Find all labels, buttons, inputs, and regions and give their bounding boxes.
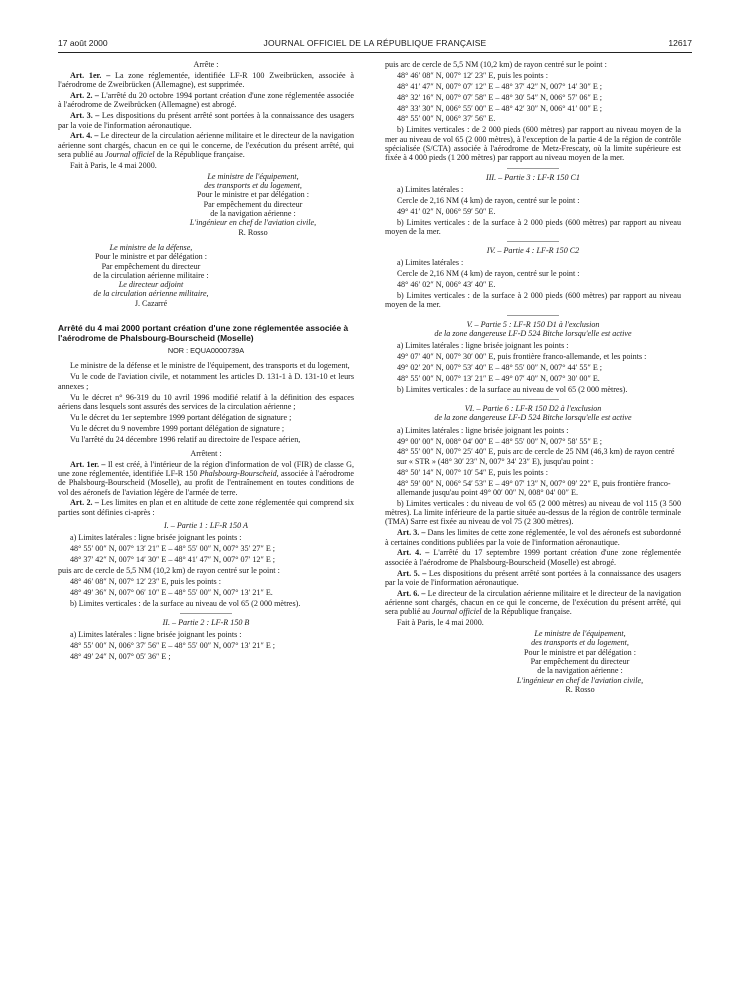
coordinates: 48° 33′ 30″ N, 006° 55′ 00″ E – 48° 42′ 30″ N, 006° 41′ 00″ E ; <box>397 103 603 113</box>
visa: Vu l'arrêté du 24 décembre 1996 relatif au directoire de l'espace aérien, <box>70 434 301 444</box>
divider <box>180 613 232 614</box>
signatory-name: J. Cazarré <box>134 298 168 308</box>
vertical-limits: b) Limites verticales : de 2 000 pieds (600 mètres) par rapport au niveau moyen de la mer au niveau de vol 65 (2 000 mètres), à l'exception de la partie 4 de la région de contrôle spécialisée (S/CTA) associée à l'aérodrome de Metz-Frescaty, où la limite supérieure est fixée à 4 000 pieds (1 200 mètres) par rapport au niveau moyen de la mer. <box>385 125 681 163</box>
header-page-number: 12617 <box>668 38 692 48</box>
arrete-heading: Arrête : <box>193 60 219 69</box>
coordinates: 49° 02′ 20″ N, 007° 53′ 40″ E – 48° 55′ 00″ N, 007° 44′ 55″ E ; <box>397 363 603 373</box>
circle-text: Cercle de 2,16 NM (4 km) de rayon, centré sur le point : <box>397 269 580 279</box>
signature-block-equipement: Le ministre de l'équipement, des transports et du logement, Pour le ministre et par délégation : Par empêchement du directeur de la navigation aérienne : L'ingénieur en chef de l'aviation civile, R. Rosso <box>495 629 665 694</box>
arc-text: puis arc de cercle de 5,5 NM (10,2 km) de rayon centré sur le point : <box>58 566 280 576</box>
coordinates: 48° 55′ 00″ N, 007° 25′ 40″ E, puis arc de cercle de 25 NM (46,3 km) de rayon centré sur « STR » (48° 30′ 23″ N, 007° 34′ 23″ E), jusqu'au point : <box>397 447 675 466</box>
right-column <box>385 60 681 694</box>
article-2: Art. 2. – L'arrêté du 20 octobre 1994 portant création d'une zone réglementée associée à l'aérodrome de Zweibrücken (Allemagne) est abrogé. <box>58 91 354 110</box>
coordinates: 49° 07′ 40″ N, 007° 30′ 00″ E, puis frontière franco-allemande, et les points : <box>397 352 647 362</box>
article-1: Art. 1er. – La zone réglementée, identifiée LF-R 100 Zweibrücken, associée à l'aérodrome de Zweibrücken (Allemagne), est supprimée. <box>58 70 354 90</box>
coordinates: 48° 55′ 00″ N, 007° 13′ 21″ E – 48° 55′ 00″ N, 007° 35′ 27″ E ; <box>70 544 276 554</box>
part-2-title: II. – Partie 2 : LF-R 150 B <box>162 618 250 628</box>
coordinates: 49° 00′ 00″ N, 008° 04′ 00″ E – 48° 55′ 00″ N, 007° 58′ 55″ E ; <box>397 436 603 446</box>
coordinates: 48° 32′ 16″ N, 007° 07′ 58″ E – 48° 30′ 54″ N, 006° 57′ 06″ E ; <box>397 92 603 102</box>
vertical-limits: b) Limites verticales : de la surface à 2 000 pieds (600 mètres) par rapport au niveau moyen de la mer. <box>385 217 681 236</box>
coordinates: 48° 55′ 00″ N, 006° 37′ 56″ E – 48° 55′ 00″ N, 007° 13′ 21″ E ; <box>70 641 276 651</box>
divider <box>507 315 559 316</box>
vertical-limits: b) Limites verticales : de la surface à 2 000 pieds (600 mètres) par rapport au niveau moyen de la mer. <box>385 291 681 310</box>
nor-reference: NOR : EQUA0000739A <box>167 346 245 356</box>
coordinates: 48° 59′ 00″ N, 006° 54′ 53″ E – 49° 07′ 13″ N, 007° 09′ 22″ E, puis frontière franco-allemande jusqu'au point 49° 00′ 00″ N, 008° 04′ 00″ E. <box>397 478 671 497</box>
signatory-name: R. Rosso <box>565 684 595 694</box>
article-3: Art. 3. – Les dispositions du présent arrêté sont portées à la connaissance des usagers par la voie de l'information aéronautique. <box>58 111 354 130</box>
fait-a-paris: Fait à Paris, le 4 mai 2000. <box>397 618 484 628</box>
signature-block-equipement: Le ministre de l'équipement, des transports et du logement, Pour le ministre et par délégation : Par empêchement du directeur de la navigation aérienne : L'ingénieur en chef de l'aviation civile, R. Rosso <box>168 172 338 237</box>
left-column <box>58 60 354 663</box>
fait-a-paris: Fait à Paris, le 4 mai 2000. <box>70 160 157 170</box>
article-4: Art. 4. – Le directeur de la circulation aérienne militaire et le directeur de la navigation aérienne sont chargés, chacun en ce qui le concerne, de l'exécution du présent arrêté, qui sera publié au Journal officiel de la République française. <box>58 131 354 160</box>
part-5-subtitle: de la zone dangereuse LF-D 524 Bitche lorsqu'elle est active <box>434 328 632 338</box>
lateral-limits: a) Limites latérales : ligne brisée joignant les points : <box>70 533 242 543</box>
divider <box>507 168 559 169</box>
article-2: Art. 2. – Les limites en plan et en altitude de cette zone réglementée qui comprend six parties sont définies ci-après : <box>58 498 354 517</box>
coordinates: 48° 55′ 00″ N, 006° 37′ 56″ E. <box>397 114 496 124</box>
part-3-title: III. – Partie 3 : LF-R 150 C1 <box>486 172 580 182</box>
coordinates: 48° 46′ 08″ N, 007° 12′ 23″ E, puis les points : <box>70 576 221 586</box>
vertical-limits: b) Limites verticales : de la surface au niveau de vol 65 (2 000 mètres). <box>70 598 301 608</box>
part-4-title: IV. – Partie 4 : LF-R 150 C2 <box>486 246 580 256</box>
coordinates: 48° 41′ 47″ N, 007° 07′ 12″ E – 48° 37′ 42″ N, 007° 14′ 30″ E ; <box>397 81 603 91</box>
decree-title: Arrêté du 4 mai 2000 portant création d'une zone réglementée associée à l'aérodrome de Phalsbourg-Bourscheid (Moselle) <box>58 322 349 343</box>
article-6: Art. 6. – Le directeur de la circulation aérienne militaire et le directeur de la navigation aérienne sont chargés, chacun en ce qui le concerne, de l'exécution du présent arrêté, qui sera publié au Journal officiel de la République française. <box>385 588 681 617</box>
coordinates: 49° 41′ 02″ N, 006° 59′ 50″ E. <box>397 206 496 216</box>
visa: Vu le décret du 9 novembre 1999 portant délégation de signature ; <box>70 423 285 433</box>
part-6-subtitle: de la zone dangereuse LF-D 524 Bitche lorsqu'elle est active <box>434 413 632 423</box>
article-3: Art. 3. – Dans les limites de cette zone réglementée, le vol des aéronefs est subordonné à certaines conditions publiées par la voie de l'information aéronautique. <box>385 528 681 547</box>
lateral-limits: a) Limites latérales : <box>397 184 464 194</box>
article-4: Art. 4. – L'arrêté du 17 septembre 1999 portant création d'une zone réglementée associée à l'aérodrome de Phalsbourg-Bourscheid (Moselle) est abrogé. <box>385 548 681 567</box>
lateral-limits: a) Limites latérales : ligne brisée joignant les points : <box>397 341 569 351</box>
coordinates: 48° 50′ 14″ N, 007° 10′ 54″ E, puis les points : <box>397 467 548 477</box>
preamble: Le ministre de la défense et le ministre de l'équipement, des transports et du logement, <box>70 361 350 371</box>
coordinates: 48° 46′ 08″ N, 007° 12′ 23″ E, puis les points : <box>397 70 548 80</box>
header-journal-title: JOURNAL OFFICIEL DE LA RÉPUBLIQUE FRANÇAISE <box>263 38 487 48</box>
part-6-title: VI. – Partie 6 : LF-R 150 D2 à l'exclusion <box>464 404 602 414</box>
coordinates: 48° 55′ 00″ N, 007° 13′ 21″ E – 49° 07′ 40″ N, 007° 30′ 00″ E. <box>397 373 600 383</box>
signature-block-defense: Le ministre de la défense, Pour le ministre et par délégation : Par empêchement du directeur de la circulation aérienne militaire : Le directeur adjoint de la circulation aérienne militaire, J. Cazarré <box>66 243 236 308</box>
signatory-name: R. Rosso <box>238 227 268 237</box>
coordinates: 48° 46′ 02″ N, 006° 43′ 40″ E. <box>397 280 496 290</box>
coordinates: 48° 49′ 24″ N, 007° 05′ 36″ E ; <box>70 652 171 662</box>
visa: Vu le décret n° 96-319 du 10 avril 1996 modifié relatif à la définition des espaces aériens dans lesquels sont assurés des services de la circulation aérienne ; <box>58 392 354 411</box>
lateral-limits: a) Limites latérales : ligne brisée joignant les points : <box>397 425 569 435</box>
vertical-limits: b) Limites verticales : de la surface au niveau de vol 65 (2 000 mètres). <box>397 384 628 394</box>
coordinates: 48° 49′ 36″ N, 007° 06′ 10″ E – 48° 55′ 00″ N, 007° 13′ 21″ E. <box>70 587 273 597</box>
arc-text: puis arc de cercle de 5,5 NM (10,2 km) de rayon centré sur le point : <box>385 60 607 69</box>
lateral-limits: a) Limites latérales : <box>397 258 464 268</box>
page-header <box>58 38 692 53</box>
divider <box>507 399 559 400</box>
divider <box>507 241 559 242</box>
coordinates: 48° 37′ 42″ N, 007° 14′ 30″ E – 48° 41′ 47″ N, 007° 07′ 12″ E ; <box>70 555 276 565</box>
arretent-heading: Arrêtent : <box>190 448 222 458</box>
part-1-title: I. – Partie 1 : LF-R 150 A <box>164 521 248 531</box>
header-date: 17 août 2000 <box>58 38 108 48</box>
visa: Vu le décret du 1er septembre 1999 portant délégation de signature ; <box>70 412 292 422</box>
article-1: Art. 1er. – Il est créé, à l'intérieur de la région d'information de vol (FIR) de classe G, une zone réglementée, identifiée LF-R 150 Phalsbourg-Bourscheid, associée à l'aérodrome de Phalsbourg-Bourscheid (Moselle), au profit de l'entraînement en toutes conditions de vol des aéronefs de l'aviation légère de l'armée de terre. <box>58 459 354 497</box>
article-5: Art. 5. – Les dispositions du présent arrêté sont portées à la connaissance des usagers par la voie de l'information aéronautique. <box>385 568 681 587</box>
visa: Vu le code de l'aviation civile, et notamment les articles D. 131-1 à D. 131-10 et leurs annexes ; <box>58 372 354 391</box>
part-5-title: V. – Partie 5 : LF-R 150 D1 à l'exclusion <box>466 319 600 329</box>
lateral-limits: a) Limites latérales : ligne brisée joignant les points : <box>70 630 242 640</box>
circle-text: Cercle de 2,16 NM (4 km) de rayon, centré sur le point : <box>397 195 580 205</box>
vertical-limits: b) Limites verticales : du niveau de vol 65 (2 000 mètres) au niveau de vol 115 (3 500 mètres). La limite inférieure de la partie située au-dessus de la région de contrôle terminale (TMA) Sarre est fixée au niveau de vol 75 (2 300 mètres). <box>385 498 681 527</box>
